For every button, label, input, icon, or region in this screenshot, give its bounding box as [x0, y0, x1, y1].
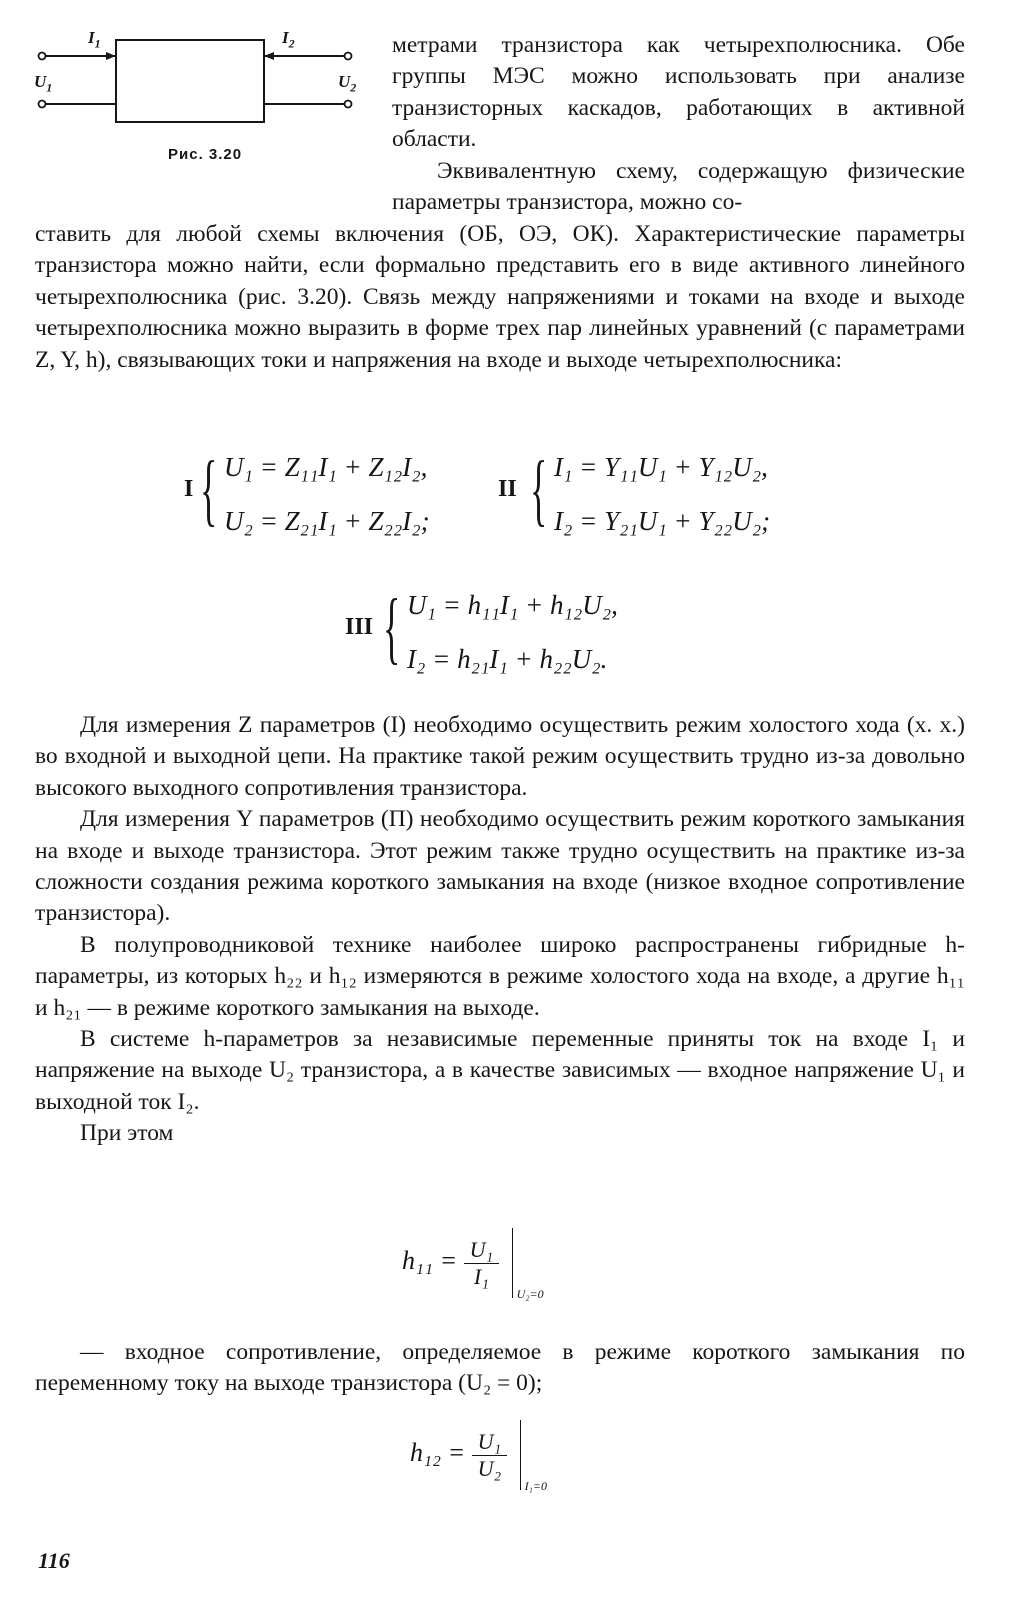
group-2-label: II	[498, 476, 517, 502]
h11-denominator: I₁	[473, 1263, 489, 1289]
intro-paragraph: метрами транзистора как четырехполюсника. Обе группы МЭС можно использовать при анализе транзисторных каскадов, работающих в активной области.	[392, 32, 965, 153]
group-1-line-1: U₁ = Z₁₁I₁ + Z₁₂I₂,	[224, 452, 428, 482]
h12-condition: I₁=0	[524, 1479, 547, 1493]
paragraph-1-rest: ставить для любой схемы включения (ОБ, ОЭ, ОК). Характеристические параметры транзистора можно найти, если формально представить его в виде активного линейного четырехполюсника (рис. 3.20). Связь между напряжениями и токами на входе и выходе четырехполюсника можно выразить в форме трех пар линейных уравнений (с параметрами Z, Y, h), связывающих токи и напряжения на входе и выходе четырехполюсника:	[35, 221, 965, 373]
paragraph-h-system: В системе h-параметров за независимые переменные приняты ток на входе I₁ и напряжение на выходе U₂ транзистора, а в качестве зависимых — входное напряжение U₁ и выходной ток I₂.	[35, 1026, 965, 1115]
intro-text	[392, 30, 965, 218]
formula-h11	[402, 1228, 544, 1301]
paragraph-1-body	[35, 219, 965, 376]
group-3-line-1: U₁ = h₁₁I₁ + h₁₂U₂,	[407, 590, 618, 620]
h11-condition: U₂=0	[516, 1287, 544, 1301]
group-1-label: I	[184, 476, 194, 502]
group-1-line-2: U₂ = Z₂₁I₁ + Z₂₂I₂;	[224, 506, 430, 536]
h12-lhs: h₁₂ =	[410, 1437, 466, 1467]
group-3-brace: {	[383, 584, 401, 672]
h11-lhs: h₁₁ =	[402, 1245, 458, 1275]
h12-numerator: U₁	[472, 1429, 508, 1456]
group-3-line-2: I₂ = h₂₁I₁ + h₂₂U₂.	[407, 644, 608, 674]
four-pole-diagram	[30, 22, 370, 142]
group-2-line-1: I₁ = Y₁₁U₁ + Y₁₂U₂,	[554, 452, 768, 482]
label-voltage-2: $U_2$	[338, 72, 357, 95]
h11-numerator: U₁	[464, 1237, 500, 1264]
h11-evaluation-bar	[512, 1228, 544, 1301]
main-paragraphs	[35, 710, 965, 1150]
paragraph-z-params: Для измерения Z параметров (I) необходимо осуществить режим холостого хода (х. х.) во входной и выходной цепи. На практике такой режим осуществить трудно из-за довольно высокого выходного сопротивления транзистора.	[35, 712, 965, 801]
h12-evaluation-bar	[520, 1420, 547, 1493]
page-number: 116	[38, 1548, 70, 1573]
group-3-label: III	[345, 614, 374, 640]
h11-text: — входное сопротивление, определяемое в режиме короткого замыкания по переменному току на выходе транзистора (U₂ = 0);	[35, 1339, 965, 1397]
figure-caption: Рис. 3.20	[168, 146, 243, 163]
paragraph-y-params: Для измерения Y параметров (П) необходимо осуществить режим короткого замыкания на входе и выходе транзистора. Этот режим также трудно осуществить на практике из-за сложности создания режима короткого замыкания на входе (низкое входное сопротивление транзистора).	[35, 806, 965, 927]
label-current-1: $I_1$	[88, 28, 101, 51]
paragraph-pri-etom: При этом	[80, 1120, 174, 1147]
h12-fraction	[472, 1429, 508, 1482]
paragraph-h-params: В полупроводниковой технике наиболее широко распространены гибридные h-параметры, из которых h₂₂ и h₁₂ измеряются в режиме холостого хода на входе, а другие h₁₁ и h₂₁ — в режиме короткого замыкания на выходе.	[35, 931, 965, 1021]
figure-four-pole	[30, 22, 370, 172]
group-2-brace: {	[530, 446, 548, 534]
group-2-line-2: I₂ = Y₂₁U₁ + Y₂₂U₂;	[554, 506, 771, 536]
formula-h12	[410, 1420, 547, 1493]
equation-groups-1-2	[180, 442, 830, 552]
paragraph-1-head: Эквивалентную схему, содержащую физические параметры транзистора, можно со-	[392, 157, 965, 216]
h12-denominator: U₂	[477, 1455, 502, 1481]
h11-fraction	[464, 1237, 500, 1290]
label-current-2: $I_2$	[282, 28, 295, 51]
equation-group-3	[345, 580, 705, 690]
label-voltage-1: $U_1$	[34, 72, 53, 95]
group-1-brace: {	[200, 446, 218, 534]
h11-description	[35, 1337, 965, 1400]
